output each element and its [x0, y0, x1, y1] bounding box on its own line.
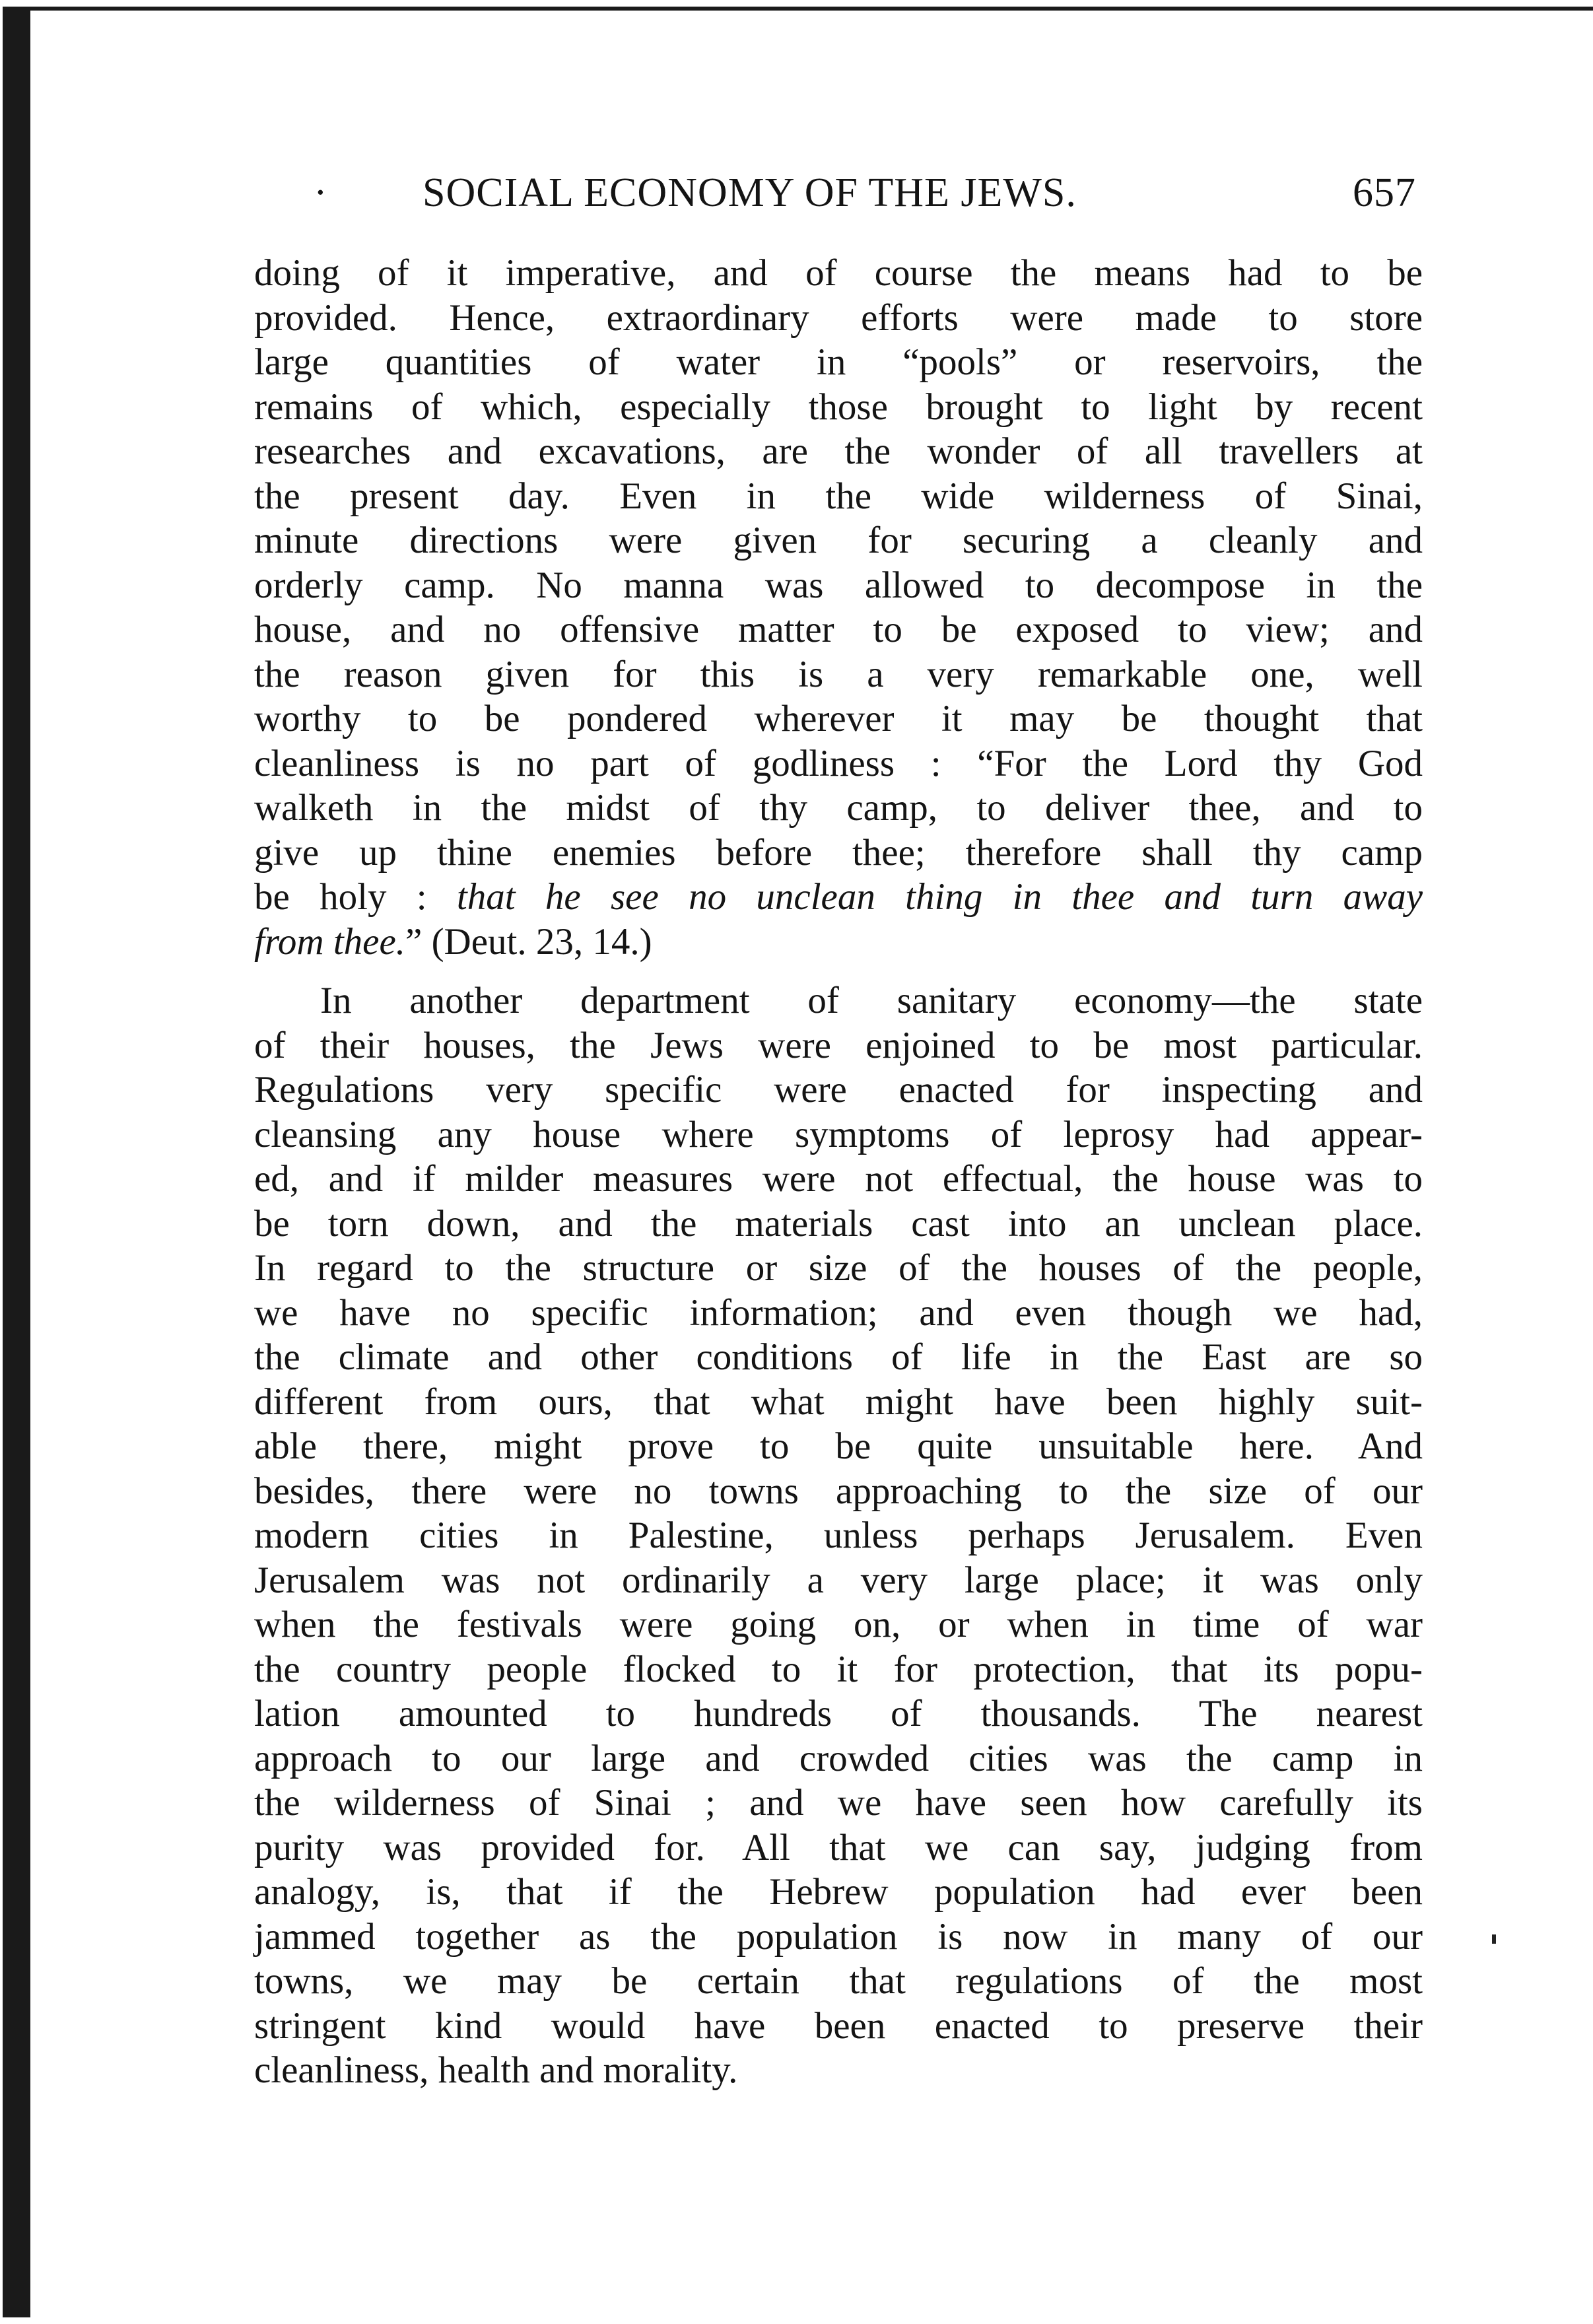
text-line: [254, 1157, 1423, 1202]
text-segment: worthy to be pondered wherever it may be thought that: [254, 698, 1423, 739]
text-line: [254, 741, 1423, 786]
text-line: [254, 1558, 1423, 1603]
text-segment: orderly camp. No manna was allowed to decompose in the: [254, 564, 1423, 606]
text-segment: Regulations very specific were enacted for inspecting and: [254, 1069, 1423, 1111]
text-segment: towns, we may be certain that regulations of the most: [254, 1960, 1423, 2002]
text-line: [254, 1915, 1423, 1960]
text-segment: large quantities of water in “pools” or reservoirs, the: [254, 341, 1423, 383]
text-segment: we have no specific information; and even though we had,: [254, 1291, 1423, 1334]
text-line: [254, 1959, 1423, 2004]
text-line: [254, 1023, 1423, 1068]
text-line: [254, 518, 1423, 563]
text-line: [254, 385, 1423, 430]
text-segment: minute directions were given for securing a cleanly and: [254, 520, 1423, 561]
text-line: [254, 340, 1423, 385]
text-line: [254, 1870, 1423, 1915]
text-line: [254, 652, 1423, 697]
text-segment: approach to our large and crowded cities was the camp in: [254, 1737, 1423, 1779]
text-segment: be torn down, and the materials cast into an unclean place.: [254, 1202, 1423, 1245]
text-line: [254, 1291, 1423, 1336]
text-segment: Jerusalem was not ordinarily a very large place; it was only: [254, 1559, 1423, 1601]
text-segment: cleanliness, health and morality.: [254, 2049, 738, 2091]
running-header: [254, 166, 1416, 219]
text-segment: when the festivals were going on, or when in time of war: [254, 1604, 1423, 1645]
text-line: [254, 697, 1423, 741]
text-segment: be holy :: [254, 876, 457, 918]
body-text: [254, 251, 1423, 2093]
text-segment: analogy, is, that if the Hebrew population had ever been: [254, 1871, 1423, 1913]
paragraph-gap: [254, 964, 1423, 978]
text-segment: remains of which, especially those brought to light by recent: [254, 386, 1423, 428]
text-segment: able there, might prove to be quite unsuitable here. And: [254, 1425, 1423, 1467]
text-segment: different from ours, that what might have been highly suit-: [254, 1381, 1423, 1423]
text-segment: jammed together as the population is now in many of our: [254, 1915, 1423, 1958]
text-line: [254, 786, 1423, 831]
text-line: [254, 1202, 1423, 1247]
text-line: [254, 875, 1423, 920]
text-segment: the reason given for this is a very remarkable one, well: [254, 653, 1423, 695]
text-line: [254, 920, 1423, 965]
text-segment: of their houses, the Jews were enjoined to be most particular.: [254, 1024, 1423, 1066]
text-line: [254, 429, 1423, 474]
text-segment: the climate and other conditions of life in the East are so: [254, 1336, 1423, 1378]
text-segment: cleansing any house where symptoms of leprosy had appear-: [254, 1113, 1423, 1155]
text-segment: In regard to the structure or size of the houses of the people,: [254, 1247, 1423, 1289]
text-line: [254, 1513, 1423, 1558]
text-segment: walketh in the midst of thy camp, to deliver thee, and to: [254, 787, 1423, 829]
text-segment: modern cities in Palestine, unless perhaps Jerusalem. Even: [254, 1515, 1423, 1556]
text-line: [254, 1781, 1423, 1826]
text-segment: give up thine enemies before thee; therefore shall thy camp: [254, 831, 1423, 873]
text-line: [254, 607, 1423, 652]
text-segment: ed, and if milder measures were not effectual, the house was to: [254, 1158, 1423, 1200]
text-line: [254, 1068, 1423, 1112]
text-segment: In another department of sanitary economy—the state: [320, 980, 1423, 1021]
text-line: [254, 2004, 1423, 2049]
text-line: [254, 2048, 1423, 2093]
text-line: [254, 1424, 1423, 1469]
text-segment: stringent kind would have been enacted to preserve their: [254, 2004, 1423, 2047]
top-border-rule: [13, 7, 1593, 11]
text-line: [254, 1692, 1423, 1736]
text-line: [254, 1246, 1423, 1291]
text-segment: purity was provided for. All that we can say, judging from: [254, 1826, 1423, 1868]
page-number: 657: [1353, 170, 1416, 215]
text-line: [254, 1647, 1423, 1692]
text-line: [254, 1335, 1423, 1380]
text-segment: provided. Hence, extraordinary efforts were made to store: [254, 296, 1423, 339]
text-segment: ” (Deut. 23, 14.): [405, 920, 652, 963]
text-line: [254, 474, 1423, 519]
stray-mark: [1492, 1934, 1496, 1944]
text-line: [254, 1380, 1423, 1425]
text-line: [254, 1736, 1423, 1781]
text-segment: besides, there were no towns approaching to the size of our: [254, 1470, 1423, 1512]
text-segment: lation amounted to hundreds of thousands. The nearest: [254, 1693, 1423, 1734]
header-dot: ·: [314, 170, 328, 215]
text-segment: cleanliness is no part of godliness : “For the Lord thy God: [254, 742, 1423, 784]
text-line: [254, 831, 1423, 875]
text-line: [254, 563, 1423, 608]
text-line: [254, 1469, 1423, 1514]
text-segment: house, and no offensive matter to be exposed to view; and: [254, 609, 1423, 650]
text-line: [254, 1602, 1423, 1647]
text-line: [254, 251, 1423, 296]
left-border-rule: [3, 7, 30, 2317]
italic-text: from thee.: [254, 920, 406, 963]
text-segment: the wilderness of Sinai ; and we have seen how carefully its: [254, 1782, 1423, 1824]
text-segment: the present day. Even in the wide wilderness of Sinai,: [254, 475, 1423, 517]
text-segment: researches and excavations, are the wonder of all travellers at: [254, 430, 1423, 472]
text-line: [254, 1112, 1423, 1157]
italic-text: that he see no unclean thing in thee and turn away: [456, 876, 1423, 918]
text-line: [254, 1826, 1423, 1870]
text-segment: doing of it imperative, and of course the means had to be: [254, 252, 1423, 294]
text-line: [254, 978, 1423, 1023]
text-line: [254, 296, 1423, 341]
running-title: SOCIAL ECONOMY OF THE JEWS.: [423, 170, 1077, 215]
text-segment: the country people flocked to it for protection, that its popu-: [254, 1648, 1423, 1690]
